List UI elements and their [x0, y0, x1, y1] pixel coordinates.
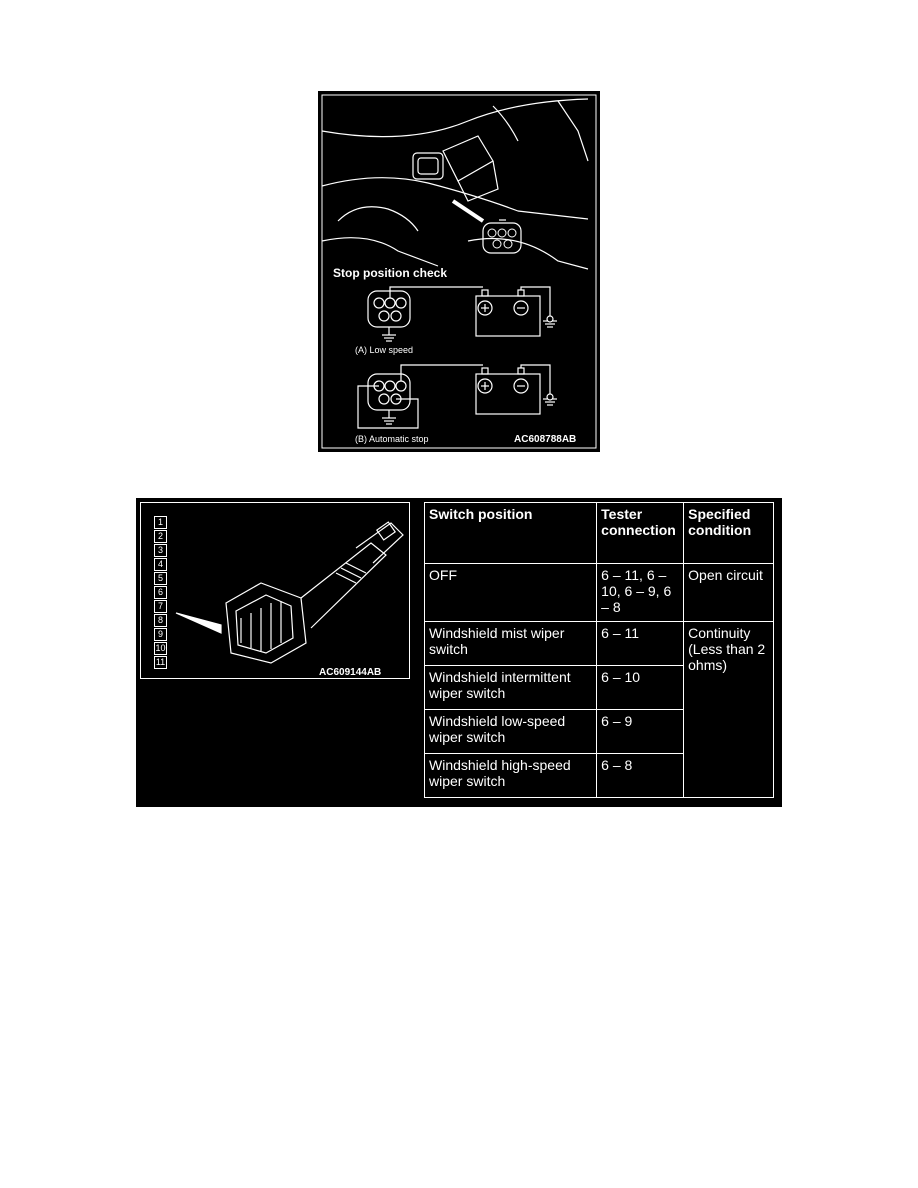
pin-label: 3 — [154, 544, 167, 557]
cell-switch-position: Windshield low-speed wiper switch — [425, 710, 597, 754]
pin-label: 10 — [155, 643, 166, 653]
pin-label: 2 — [154, 530, 167, 543]
figure-id-bottom: AC609144AB — [319, 667, 382, 678]
cell-continuity-condition: Continuity (Less than 2 ohms) — [684, 622, 774, 798]
cell-tester-connection: 6 – 11 — [597, 622, 684, 666]
pin-label: 4 — [154, 558, 167, 571]
header-switch-position: Switch position — [425, 503, 597, 564]
header-specified-condition: Specified condition — [684, 503, 774, 564]
pin-label: 9 — [154, 628, 167, 641]
switch-check-panel — [136, 498, 782, 807]
cell-switch-position: Windshield high-speed wiper switch — [425, 754, 597, 798]
switch-continuity-table — [424, 502, 774, 798]
table-row — [425, 622, 774, 666]
cell-tester-connection: 6 – 11, 6 – 10, 6 – 9, 6 – 8 — [597, 564, 684, 622]
pin-label: 1 — [154, 516, 167, 529]
table-row — [425, 564, 774, 622]
cell-tester-connection: 6 – 9 — [597, 710, 684, 754]
pin-label: 7 — [154, 600, 167, 613]
table-header-row — [425, 503, 774, 564]
header-tester-connection: Tester connection — [597, 503, 684, 564]
cell-switch-position: OFF — [425, 564, 597, 622]
figure-id-top: AC608788AB — [514, 434, 577, 445]
stop-position-figure — [318, 91, 600, 452]
pin-label: 11 — [155, 657, 166, 667]
pin-label: 5 — [154, 572, 167, 585]
automatic-stop-label: (B) Automatic stop — [355, 434, 429, 444]
wiper-switch-illustration — [141, 503, 411, 680]
pin-label: 6 — [154, 586, 167, 599]
cell-tester-connection: 6 – 8 — [597, 754, 684, 798]
pin-label: 8 — [154, 614, 167, 627]
stop-position-heading: Stop position check — [333, 266, 448, 280]
low-speed-label: (A) Low speed — [355, 345, 414, 355]
cell-specified-condition: Open circuit — [684, 564, 774, 622]
wiper-switch-figure — [140, 502, 410, 679]
cell-switch-position: Windshield mist wiper switch — [425, 622, 597, 666]
cell-switch-position: Windshield intermittent wiper switch — [425, 666, 597, 710]
pin-number-list — [154, 516, 167, 670]
cell-tester-connection: 6 – 10 — [597, 666, 684, 710]
